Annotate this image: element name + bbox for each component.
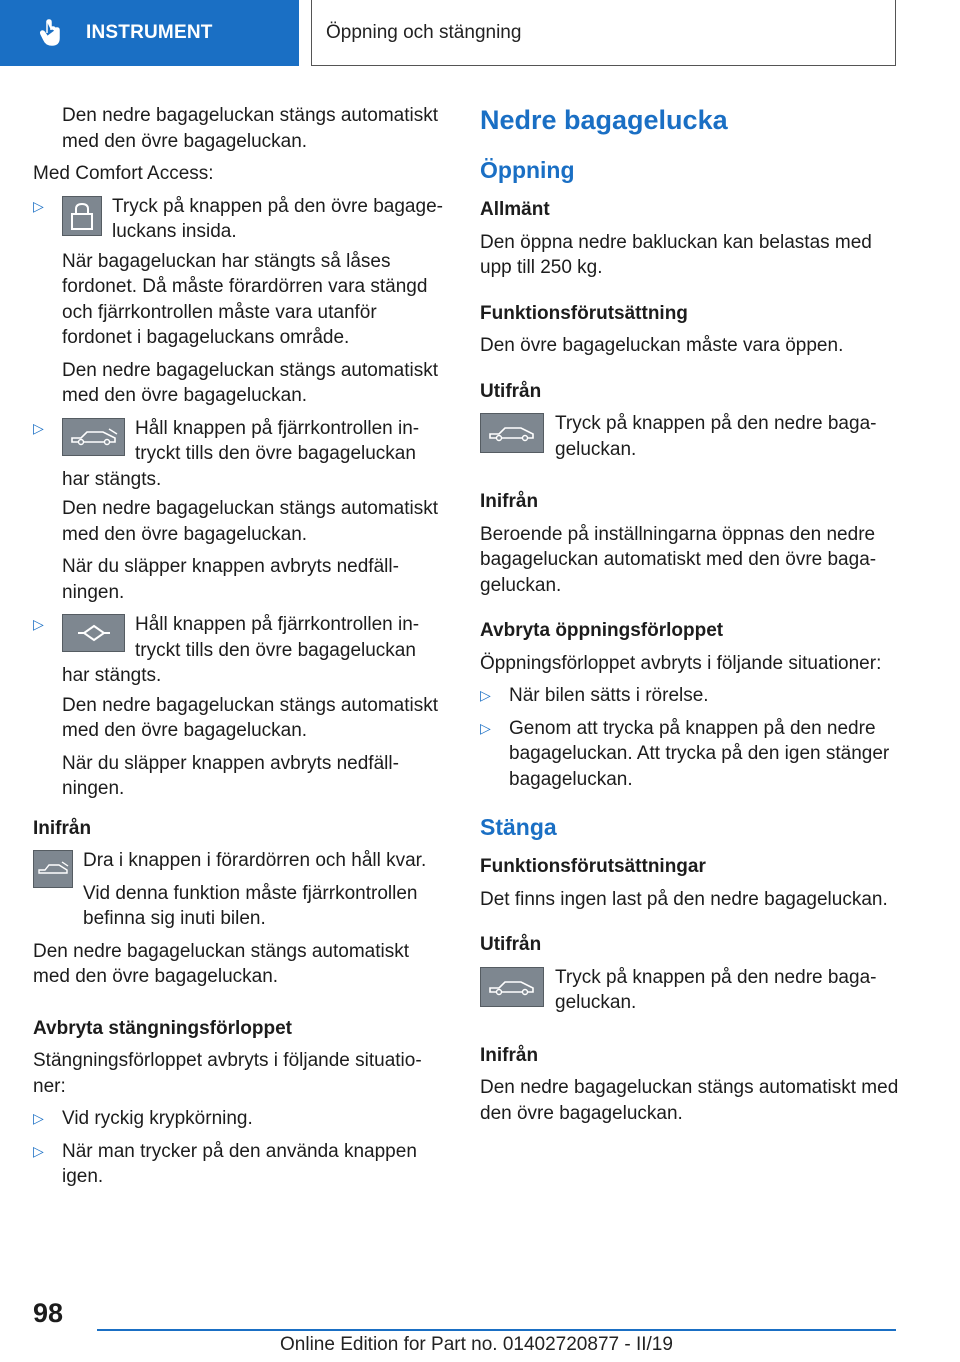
item-text: Håll knappen på fjärrkontrollen intryckt tills den övre bagageluckan har stängts.	[62, 417, 420, 490]
car-tailgate-icon	[33, 850, 73, 888]
paragraph: Den öppna nedre bakluckan kan belastas med upp till 250 kg.	[480, 231, 872, 278]
heading-closing: Stänga	[480, 814, 557, 840]
paragraph: När bagageluckan har stängts så låses fordonet. Då måste förardörren vara stängd och fjärrkontrollen måste vara utanför fordonet i bagageluckans område.	[62, 250, 428, 348]
paragraph: Beroende på inställningarna öppnas den nedre bagageluckan automatiskt med den övre bagageluckan.	[480, 523, 877, 596]
item-text: Tryck på knappen på den övre bagageluckans insida.	[112, 195, 443, 242]
car-tailgate-icon	[480, 413, 544, 453]
edition-footer: Online Edition for Part no. 01402720877 - II/19	[280, 1334, 673, 1355]
lock-icon	[62, 196, 102, 236]
page-title: Nedre bagagelucka	[480, 105, 728, 135]
page-number: 98	[33, 1298, 64, 1328]
triangle-bullet-icon: ▷	[33, 1110, 44, 1126]
triangle-bullet-icon: ▷	[33, 616, 44, 632]
triangle-bullet-icon: ▷	[480, 719, 491, 736]
triangle-bullet-icon: ▷	[33, 1142, 44, 1159]
heading-close-inside: Inifrån	[480, 1044, 539, 1066]
heading-inifran: Inifrån	[33, 817, 92, 839]
paragraph: Med Comfort Access:	[33, 163, 214, 184]
list-item: ▷ När bilen sätts i rörelse.	[480, 683, 900, 709]
list-item: ▷ Genom att trycka på knappen på den nedre bagageluckan. Att trycka på den igen stänger bagageluckan.	[480, 717, 890, 790]
paragraph: När du släpper knappen avbryts nedfällningen.	[62, 556, 399, 603]
heading-precondition: Funktionsförutsättning	[480, 302, 688, 324]
list-item	[33, 416, 443, 606]
paragraph: När du släpper knappen avbryts nedfällningen.	[62, 752, 399, 799]
paragraph: Den övre bagageluckan måste vara öppen.	[480, 335, 844, 356]
heading-outside: Utifrån	[480, 380, 542, 402]
heading-abort-closing: Avbryta stängningsförloppet	[33, 1017, 292, 1039]
heading-close-precondition: Funktionsförutsättningar	[480, 856, 706, 877]
paragraph: Det finns ingen last på den nedre bagageluckan.	[480, 888, 888, 910]
car-tailgate-icon	[62, 418, 125, 456]
heading-inside: Inifrån	[480, 491, 539, 512]
paragraph: Öppningsförloppet avbryts i följande situationer:	[480, 652, 882, 674]
paragraph: Den nedre bagageluckan stängs automatiskt med den övre bagageluckan.	[62, 694, 439, 741]
heading-general: Allmänt	[480, 199, 550, 220]
heading-abort-opening: Avbryta öppningsförloppet	[480, 620, 724, 641]
diamond-key-icon	[62, 614, 125, 652]
list-item: ▷ Vid ryckig krypkörning.	[33, 1106, 443, 1132]
paragraph: Tryck på knappen på den nedre bagageluckan.	[555, 966, 877, 1013]
chapter-header	[311, 0, 896, 66]
paragraph: Den nedre bagageluckan stängs automatiskt med den övre bagageluckan.	[62, 359, 439, 406]
chapter-title: Öppning och stängning	[326, 21, 522, 43]
paragraph: Tryck på knappen på den nedre bagageluckan.	[555, 413, 877, 460]
car-tailgate-icon	[480, 967, 544, 1007]
paragraph: Den nedre bagageluckan stängs automatiskt med den övre bagageluckan.	[62, 498, 439, 545]
item-text: Håll knappen på fjärrkontrollen intryckt tills den övre bagageluckan har stängts.	[62, 614, 420, 686]
icon-paragraph	[33, 848, 443, 932]
section-label: INSTRUMENT	[86, 22, 213, 43]
paragraph: Dra i knappen i förardörren och håll kvar.	[83, 850, 427, 871]
icon-paragraph	[480, 965, 900, 1023]
paragraph: Vid denna funktion måste fjärrkontrollen befinna sig inuti bilen.	[83, 882, 418, 929]
list-item	[33, 194, 443, 409]
triangle-bullet-icon: ▷	[480, 687, 491, 703]
triangle-bullet-icon: ▷	[33, 197, 44, 214]
paragraph: Den nedre bagageluckan stängs automatiskt med den övre bagageluckan.	[62, 105, 439, 152]
hand-pointer-icon	[38, 18, 64, 48]
right-column	[480, 103, 900, 1133]
list-item	[33, 612, 443, 802]
paragraph: Stängningsförloppet avbryts i följande situationer:	[33, 1050, 422, 1097]
heading-close-outside: Utifrån	[480, 934, 542, 955]
triangle-bullet-icon: ▷	[33, 419, 44, 436]
left-column	[33, 103, 443, 1197]
heading-opening: Öppning	[480, 157, 575, 183]
paragraph: Den nedre bagageluckan stängs automatiskt med den övre bagageluckan.	[33, 940, 410, 987]
paragraph: Den nedre bagageluckan stängs automatiskt med den övre bagageluckan.	[480, 1077, 899, 1124]
section-tab[interactable]	[0, 0, 299, 66]
list-item: ▷ När man trycker på den använda knappen igen.	[33, 1140, 417, 1187]
footer-rule	[97, 1329, 896, 1331]
icon-paragraph	[480, 411, 900, 469]
